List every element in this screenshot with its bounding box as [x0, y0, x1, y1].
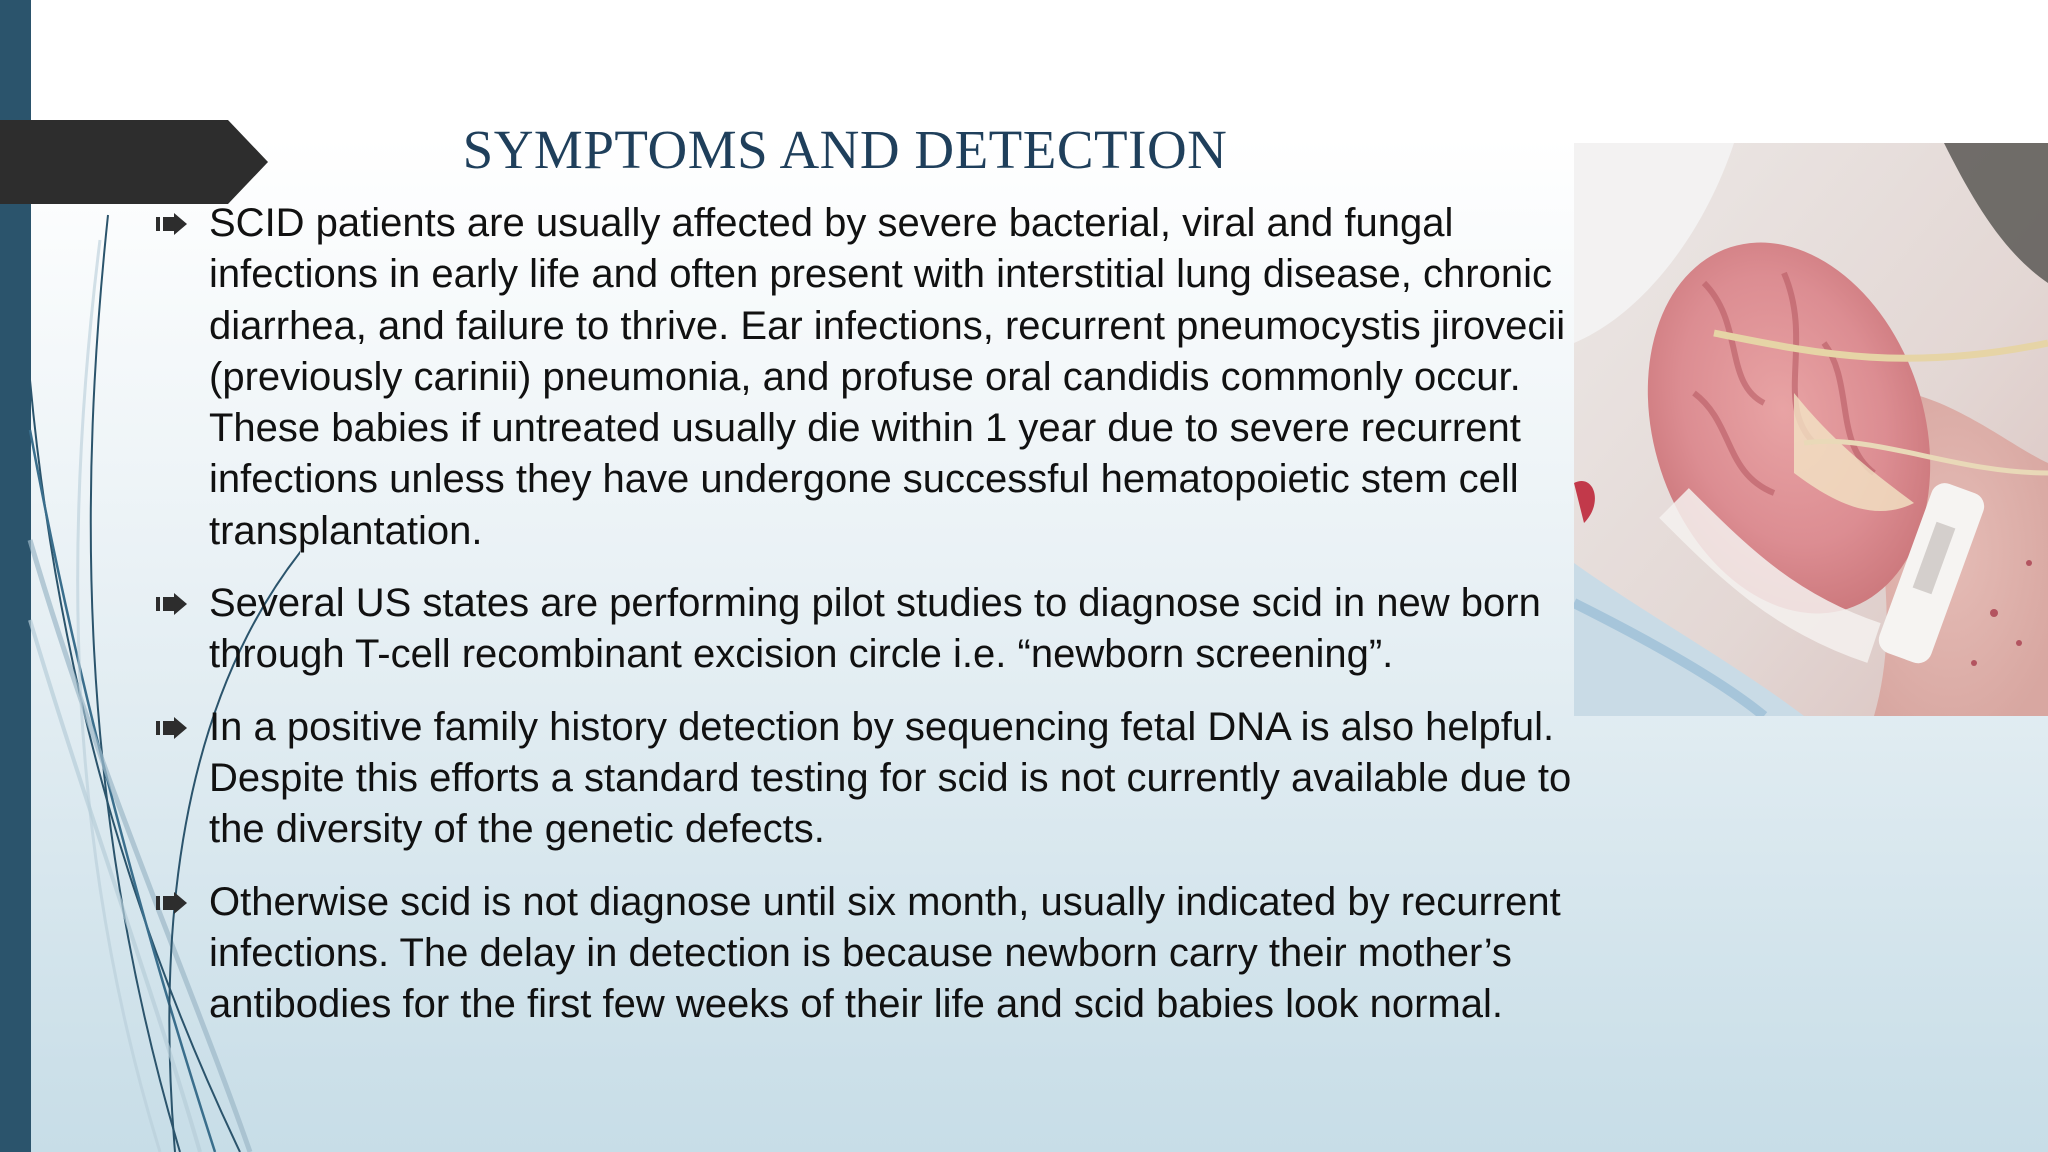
- bullet-text: Several US states are performing pilot studies to diagnose scid in new born through T-cell recombinant excision circle i.e. “newborn screening”.: [209, 581, 1541, 677]
- bullet-item: [150, 198, 1580, 557]
- bullet-text: In a positive family history detection by sequencing fetal DNA is also helpful. Despite this efforts a standard testing for scid is not currently available due to the diversity of the genetic defects.: [209, 704, 1572, 852]
- arrow-bullet-icon: [156, 593, 188, 615]
- infant-patient-photo: [1574, 143, 2048, 716]
- arrow-bullet-icon: [156, 892, 188, 914]
- bullet-item: [150, 702, 1580, 856]
- bullet-text: Otherwise scid is not diagnose until six month, usually indicated by recurrent infections. The delay in detection is because newborn carry their mother’s antibodies for the first few weeks of their life and scid babies look normal.: [209, 879, 1561, 1027]
- bullet-text: SCID patients are usually affected by severe bacterial, viral and fungal infections in early life and often present with interstitial lung disease, chronic diarrhea, and failure to thrive. Ear infections, recurrent pneumocystis jirovecii (previously carinii) pneumonia, and profuse oral candidis commonly occur. These babies if untreated usually die within 1 year due to severe recurrent infections unless they have undergone successful hematopoietic stem cell transplantation.: [209, 201, 1566, 553]
- slide-title: SYMPTOMS AND DETECTION: [462, 119, 1228, 180]
- arrow-bullet-icon: [156, 717, 188, 739]
- bullet-item: [150, 877, 1580, 1031]
- bullet-list: [150, 198, 1580, 1051]
- arrow-bullet-icon: [156, 213, 188, 235]
- bullet-item: [150, 578, 1580, 681]
